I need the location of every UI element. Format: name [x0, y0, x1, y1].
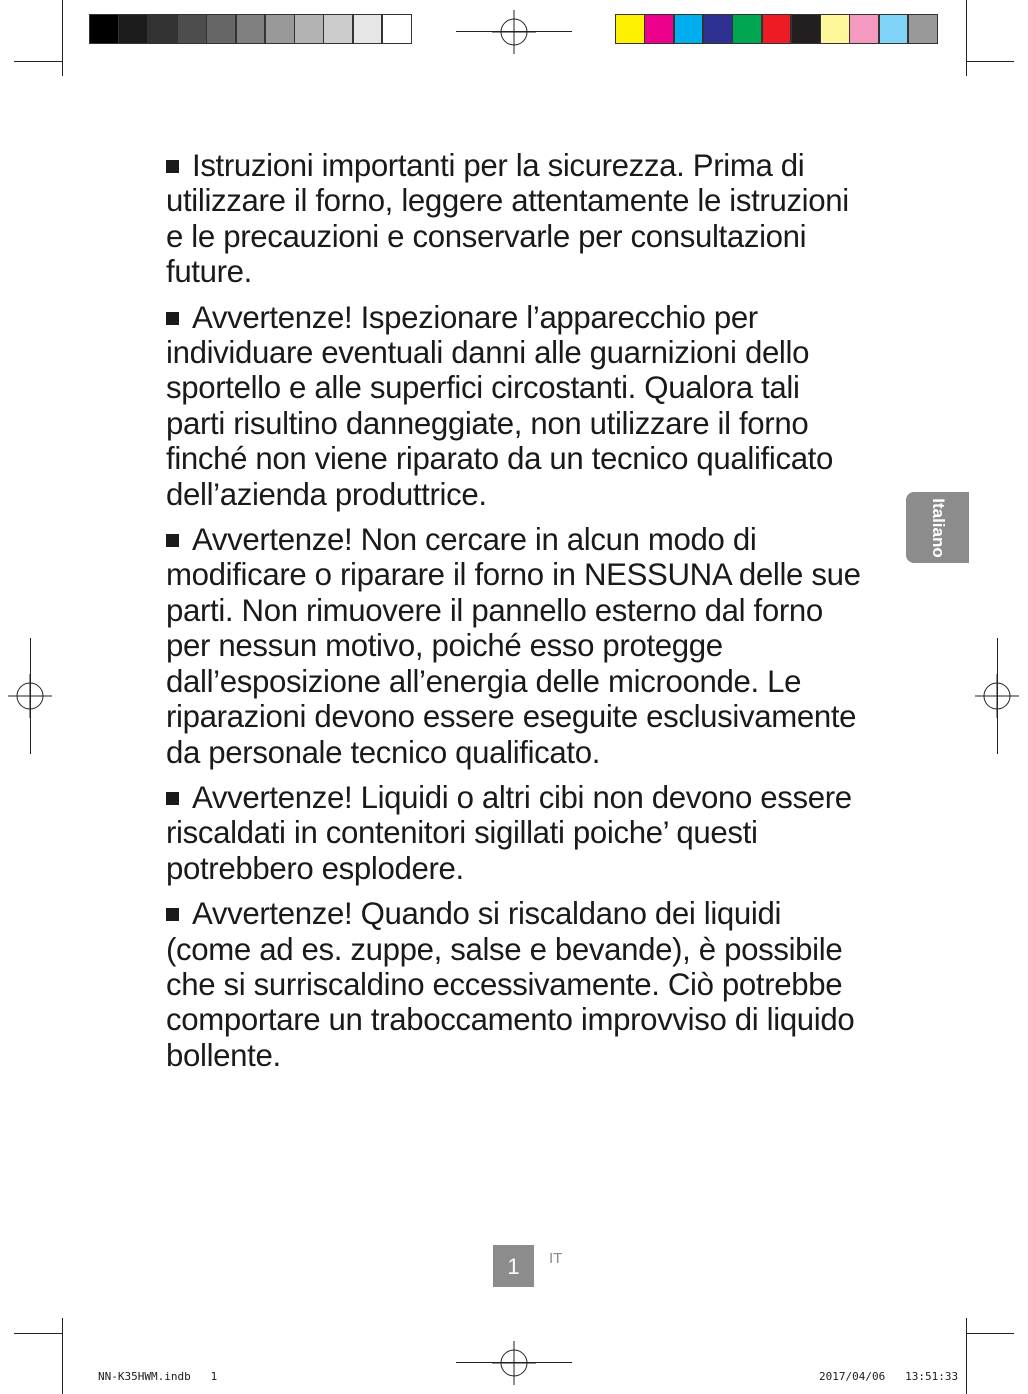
color-swatch [615, 14, 645, 44]
color-swatch [294, 14, 324, 44]
paragraph-safety-intro: Istruzioni importanti per la sicurezza. Prima di utilizzare il forno, leggere attentamente le istruzioni e le precauzioni e conservarle per consultazioni future. [166, 148, 849, 290]
color-swatch [703, 14, 733, 44]
color-swatch [820, 14, 850, 44]
paragraph-warning-inspection: Avvertenze! Ispezionare l’apparecchio per individuare eventuali danni alle guarnizioni dello sportello e alle superfici circostanti. Qualora tali parti risultino danneggiate, non utilizzare il forno finché non viene riparato da un tecnico qualificato dell’azienda produttrice. [166, 299, 833, 512]
page-language-code: IT [549, 1250, 563, 1267]
color-swatch [118, 14, 148, 44]
color-swatch [353, 14, 383, 44]
bullet-square-icon [166, 312, 179, 325]
paragraph-warning-repair: Avvertenze! Non cercare in alcun modo di modificare o riparare il forno in NESSUNA delle sue parti. Non rimuovere il pannello esterno dal forno per nessun motivo, poiché esso protegge dall’esposizione all’energia delle microonde. Le riparazioni devono essere eseguite esclusivamente da personale tecnico qualificato. [166, 522, 861, 770]
registration-line-bottom [456, 1362, 572, 1363]
registration-mark-top [492, 10, 536, 54]
bullet-square-icon [166, 792, 179, 805]
color-swatch [236, 14, 266, 44]
registration-mark-bottom [492, 1341, 536, 1385]
safety-instructions [166, 148, 866, 1083]
paragraph-warning-overheating: Avvertenze! Quando si riscaldano dei liquidi (come ad es. zuppe, salse e bevande), è possibile che si surriscaldino eccessivamente. Ciò potrebbe comportare un traboccamento improvviso di liquido bollente. [166, 896, 855, 1073]
color-swatch [382, 14, 412, 44]
language-tab-label: Italiano [928, 497, 948, 558]
color-swatch [791, 14, 821, 44]
color-swatch [177, 14, 207, 44]
color-swatch [148, 14, 178, 44]
color-swatch [732, 14, 762, 44]
registration-line-right [997, 638, 998, 754]
color-swatch [644, 14, 674, 44]
color-swatch [89, 14, 119, 44]
color-swatch [762, 14, 792, 44]
color-swatch [849, 14, 879, 44]
color-swatch [206, 14, 236, 44]
color-swatch [908, 14, 938, 44]
registration-line-left [30, 638, 31, 754]
color-swatch [879, 14, 909, 44]
bullet-square-icon [166, 160, 179, 173]
language-tab [906, 492, 969, 563]
page-number: 1 [493, 1245, 534, 1287]
file-name-slug: NN-K35HWM.indb 1 [98, 1370, 218, 1383]
paragraph-warning-sealed-containers: Avvertenze! Liquidi o altri cibi non devono essere riscaldati in contenitori sigillati poiche’ questi potrebbero esplodere. [166, 779, 852, 886]
registration-line-top [456, 31, 572, 32]
bullet-square-icon [166, 534, 179, 547]
timestamp-slug: 2017/04/06 13:51:33 [819, 1370, 959, 1383]
color-swatch [323, 14, 353, 44]
bullet-square-icon [166, 908, 179, 921]
color-swatch [265, 14, 295, 44]
color-swatch [674, 14, 704, 44]
